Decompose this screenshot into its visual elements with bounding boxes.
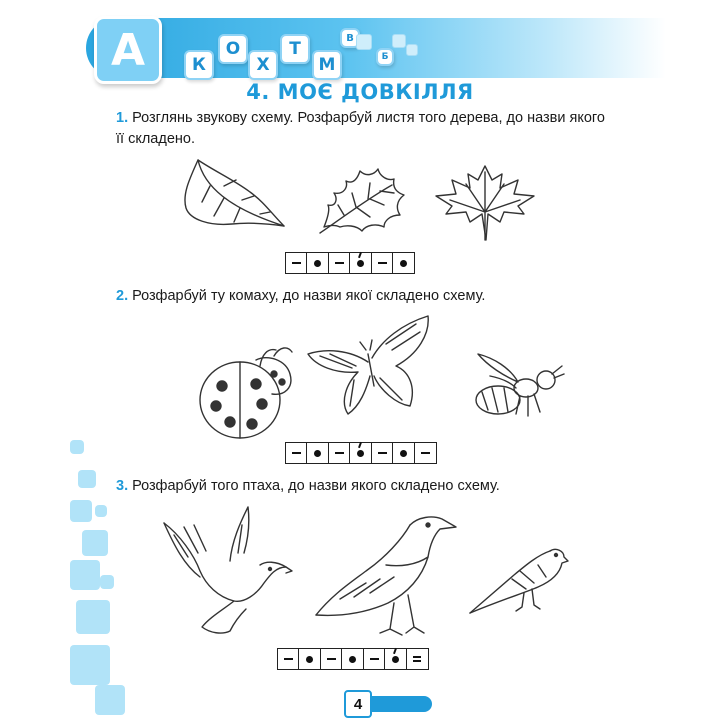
header-letter-tile: Т [280,34,310,64]
scheme-cell-dot [306,442,329,464]
task-number: 1. [116,110,129,126]
header-letter-tile: О [218,34,248,64]
header-small-tile: В [340,28,360,48]
task-2-sound-scheme [286,442,437,464]
task-1-instruction [116,108,606,150]
task-number: 2. [116,288,129,304]
sparrow-picture[interactable] [468,543,568,615]
scheme-cell-dash [371,252,394,274]
maple-leaf-picture[interactable] [430,162,540,242]
scheme-cell-dash [414,442,437,464]
scheme-cell-dash [285,442,308,464]
oak-leaf-picture[interactable] [318,165,408,235]
header-letter-tile: Х [248,50,278,80]
page-title: 4. МОЄ ДОВКІЛЛЯ [246,80,474,104]
scheme-cell-dot [392,442,415,464]
scheme-cell-dot [392,252,415,274]
task-text: Розфарбуй того птаха, до назви якого складено схему. [132,478,500,494]
header-letter-tile: М [312,50,342,80]
scheme-cell-dot [306,252,329,274]
scheme-cell-dash [328,252,351,274]
task-number: 3. [116,478,129,494]
scheme-cell-dash [285,252,308,274]
header-letter-a: А [94,16,162,84]
task-1-sound-scheme [286,252,415,274]
scheme-cell-dash [320,648,343,670]
scheme-cell-dash [328,442,351,464]
pigeon-picture[interactable] [160,505,295,640]
header-banner [86,18,666,78]
birch-leaf-picture[interactable] [180,158,290,233]
header-cube [406,44,418,56]
scheme-cell-dot [298,648,321,670]
butterfly-picture[interactable] [306,314,436,424]
scheme-cell-dash [363,648,386,670]
header-cube [392,34,406,48]
task-text: Розфарбуй ту комаху, до назви якої складено схему. [132,288,486,304]
scheme-cell-dot-accent [349,252,372,274]
scheme-cell-dot-accent [349,442,372,464]
task-text: Розглянь звукову схему. Розфарбуй листя того дерева, до назви якого її складено. [116,110,605,147]
header-cube [356,34,372,50]
task-3-instruction [116,476,606,497]
scheme-cell-dot [341,648,364,670]
header-letter-tile: К [184,50,214,80]
scheme-cell-dash [277,648,300,670]
crow-picture[interactable] [310,505,460,640]
scheme-cell-equals [406,648,429,670]
header-small-tile: Б [376,48,394,66]
page-number: 4 [344,690,372,718]
task-3-sound-scheme [278,648,429,670]
wasp-picture[interactable] [470,348,565,423]
scheme-cell-dot-accent [384,648,407,670]
scheme-cell-dash [371,442,394,464]
ladybug-picture[interactable] [196,338,296,443]
task-2-instruction [116,286,606,307]
